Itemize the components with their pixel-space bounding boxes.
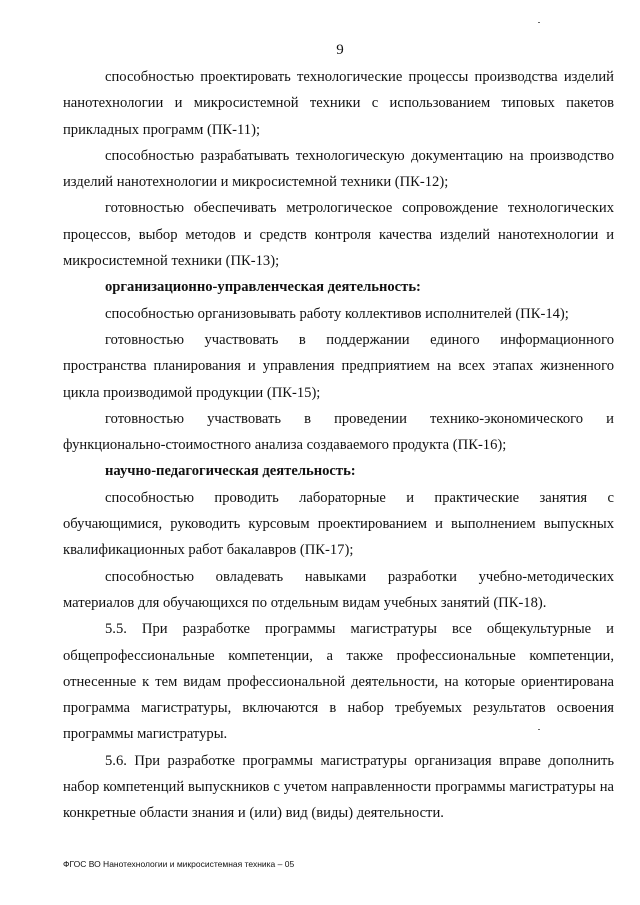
paragraph-pk-12: способностью разрабатывать технологическую документацию на производство изделий нанотехнологии и микросистемной техники (ПК-12); [63,147,614,191]
document-body [63,64,614,827]
paragraph-pk-13: готовностью обеспечивать метрологическое сопровождение технологических процессов, выбор методов и средств контроля качества изделий нанотехнологии и микросистемной техники (ПК-13); [63,200,614,270]
page-footer: ФГОС ВО Нанотехнологии и микросистемная техника – 05 [63,859,295,869]
paragraph-pk-15: готовностью участвовать в поддержании единого информационного пространства планирования и управления предприятием на всех этапах жизненного цикла производимой продукции (ПК-15); [63,331,614,401]
section-heading-management: организационно-управленческая деятельность: [105,279,421,296]
paragraph-pk-14: способностью организовывать работу коллективов исполнителей (ПК-14); [105,305,569,322]
paragraph-5-6: 5.6. При разработке программы магистратуры организация вправе дополнить набор компетенций выпускников с учетом направленности программы магистратуры на конкретные области знания и (или) вид (виды) деятельности. [63,752,614,822]
paragraph-pk-16: готовностью участвовать в проведении технико-экономического и функционально-стоимостного анализа создаваемого продукта (ПК-16); [63,410,614,454]
page-number: 9 [336,42,344,58]
paragraph-pk-17: способностью проводить лабораторные и практические занятия с обучающимися, руководить курсовым проектированием и выполнением выпускных квалификационных работ бакалавров (ПК-17); [63,489,614,559]
paragraph-5-5: 5.5. При разработке программы магистратуры все общекультурные и общепрофессиональные компетенции, а также профессиональные компетенции, отнесенные к тем видам профессиональной деятельности, на которые ориентирована программа магистратуры, включаются в набор требуемых результатов освоения программы магистратуры. [63,621,614,743]
scan-speck [538,729,540,730]
paragraph-pk-11: способностью проектировать технологические процессы производства изделий нанотехнологии и микросистемной техники с использованием типовых пакетов прикладных программ (ПК-11); [63,69,614,138]
paragraph-pk-18: способностью овладевать навыками разработки учебно-методических материалов для обучающихся по отдельным видам учебных занятий (ПК-18). [63,568,614,611]
section-heading-pedagogical: научно-педагогическая деятельность: [105,463,356,480]
scan-speck [538,22,540,23]
